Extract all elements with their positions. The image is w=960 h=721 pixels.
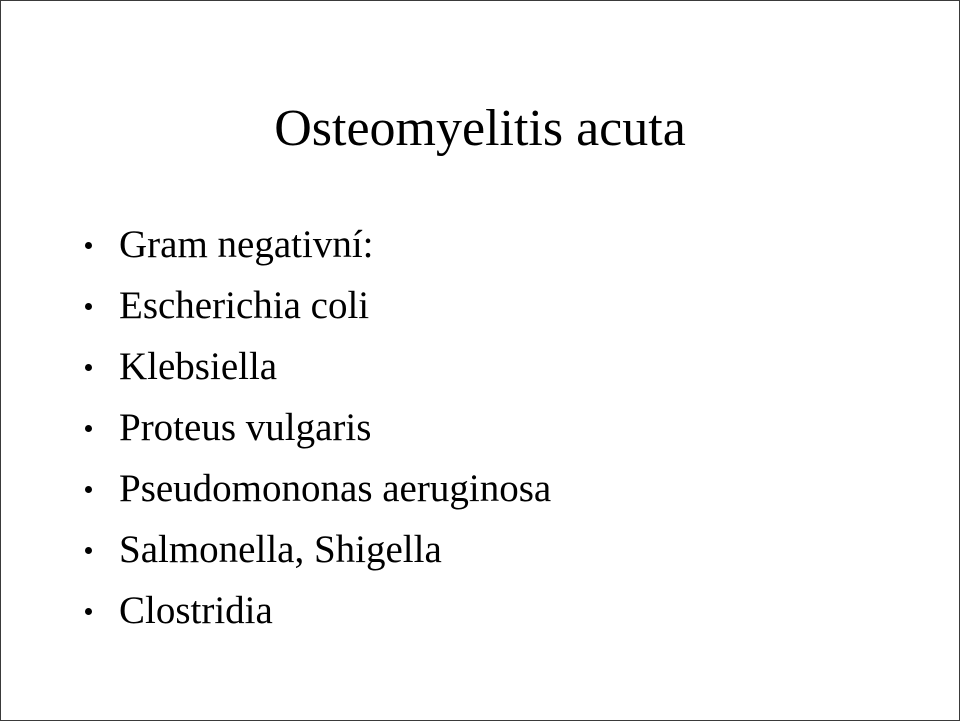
bullet-dot-icon (85, 608, 92, 615)
bullet-text: Pseudomononas aeruginosa (119, 467, 552, 510)
bullet-text: Escherichia coli (119, 284, 370, 327)
bullet-text: Salmonella, Shigella (119, 528, 442, 571)
bullet-dot-icon (85, 547, 92, 554)
bullet-text: Gram negativní: (119, 223, 374, 266)
bullet-text: Klebsiella (119, 345, 278, 388)
bullet-dot-icon (85, 486, 92, 493)
bullet-dot-icon (85, 425, 92, 432)
bullet-text: Clostridia (119, 589, 273, 632)
bullet-dot-icon (85, 303, 92, 310)
bullet-dot-icon (85, 242, 92, 249)
bullet-text: Proteus vulgaris (119, 406, 372, 449)
bullet-dot-icon (85, 364, 92, 371)
slide-title: Osteomyelitis acuta (274, 100, 686, 157)
